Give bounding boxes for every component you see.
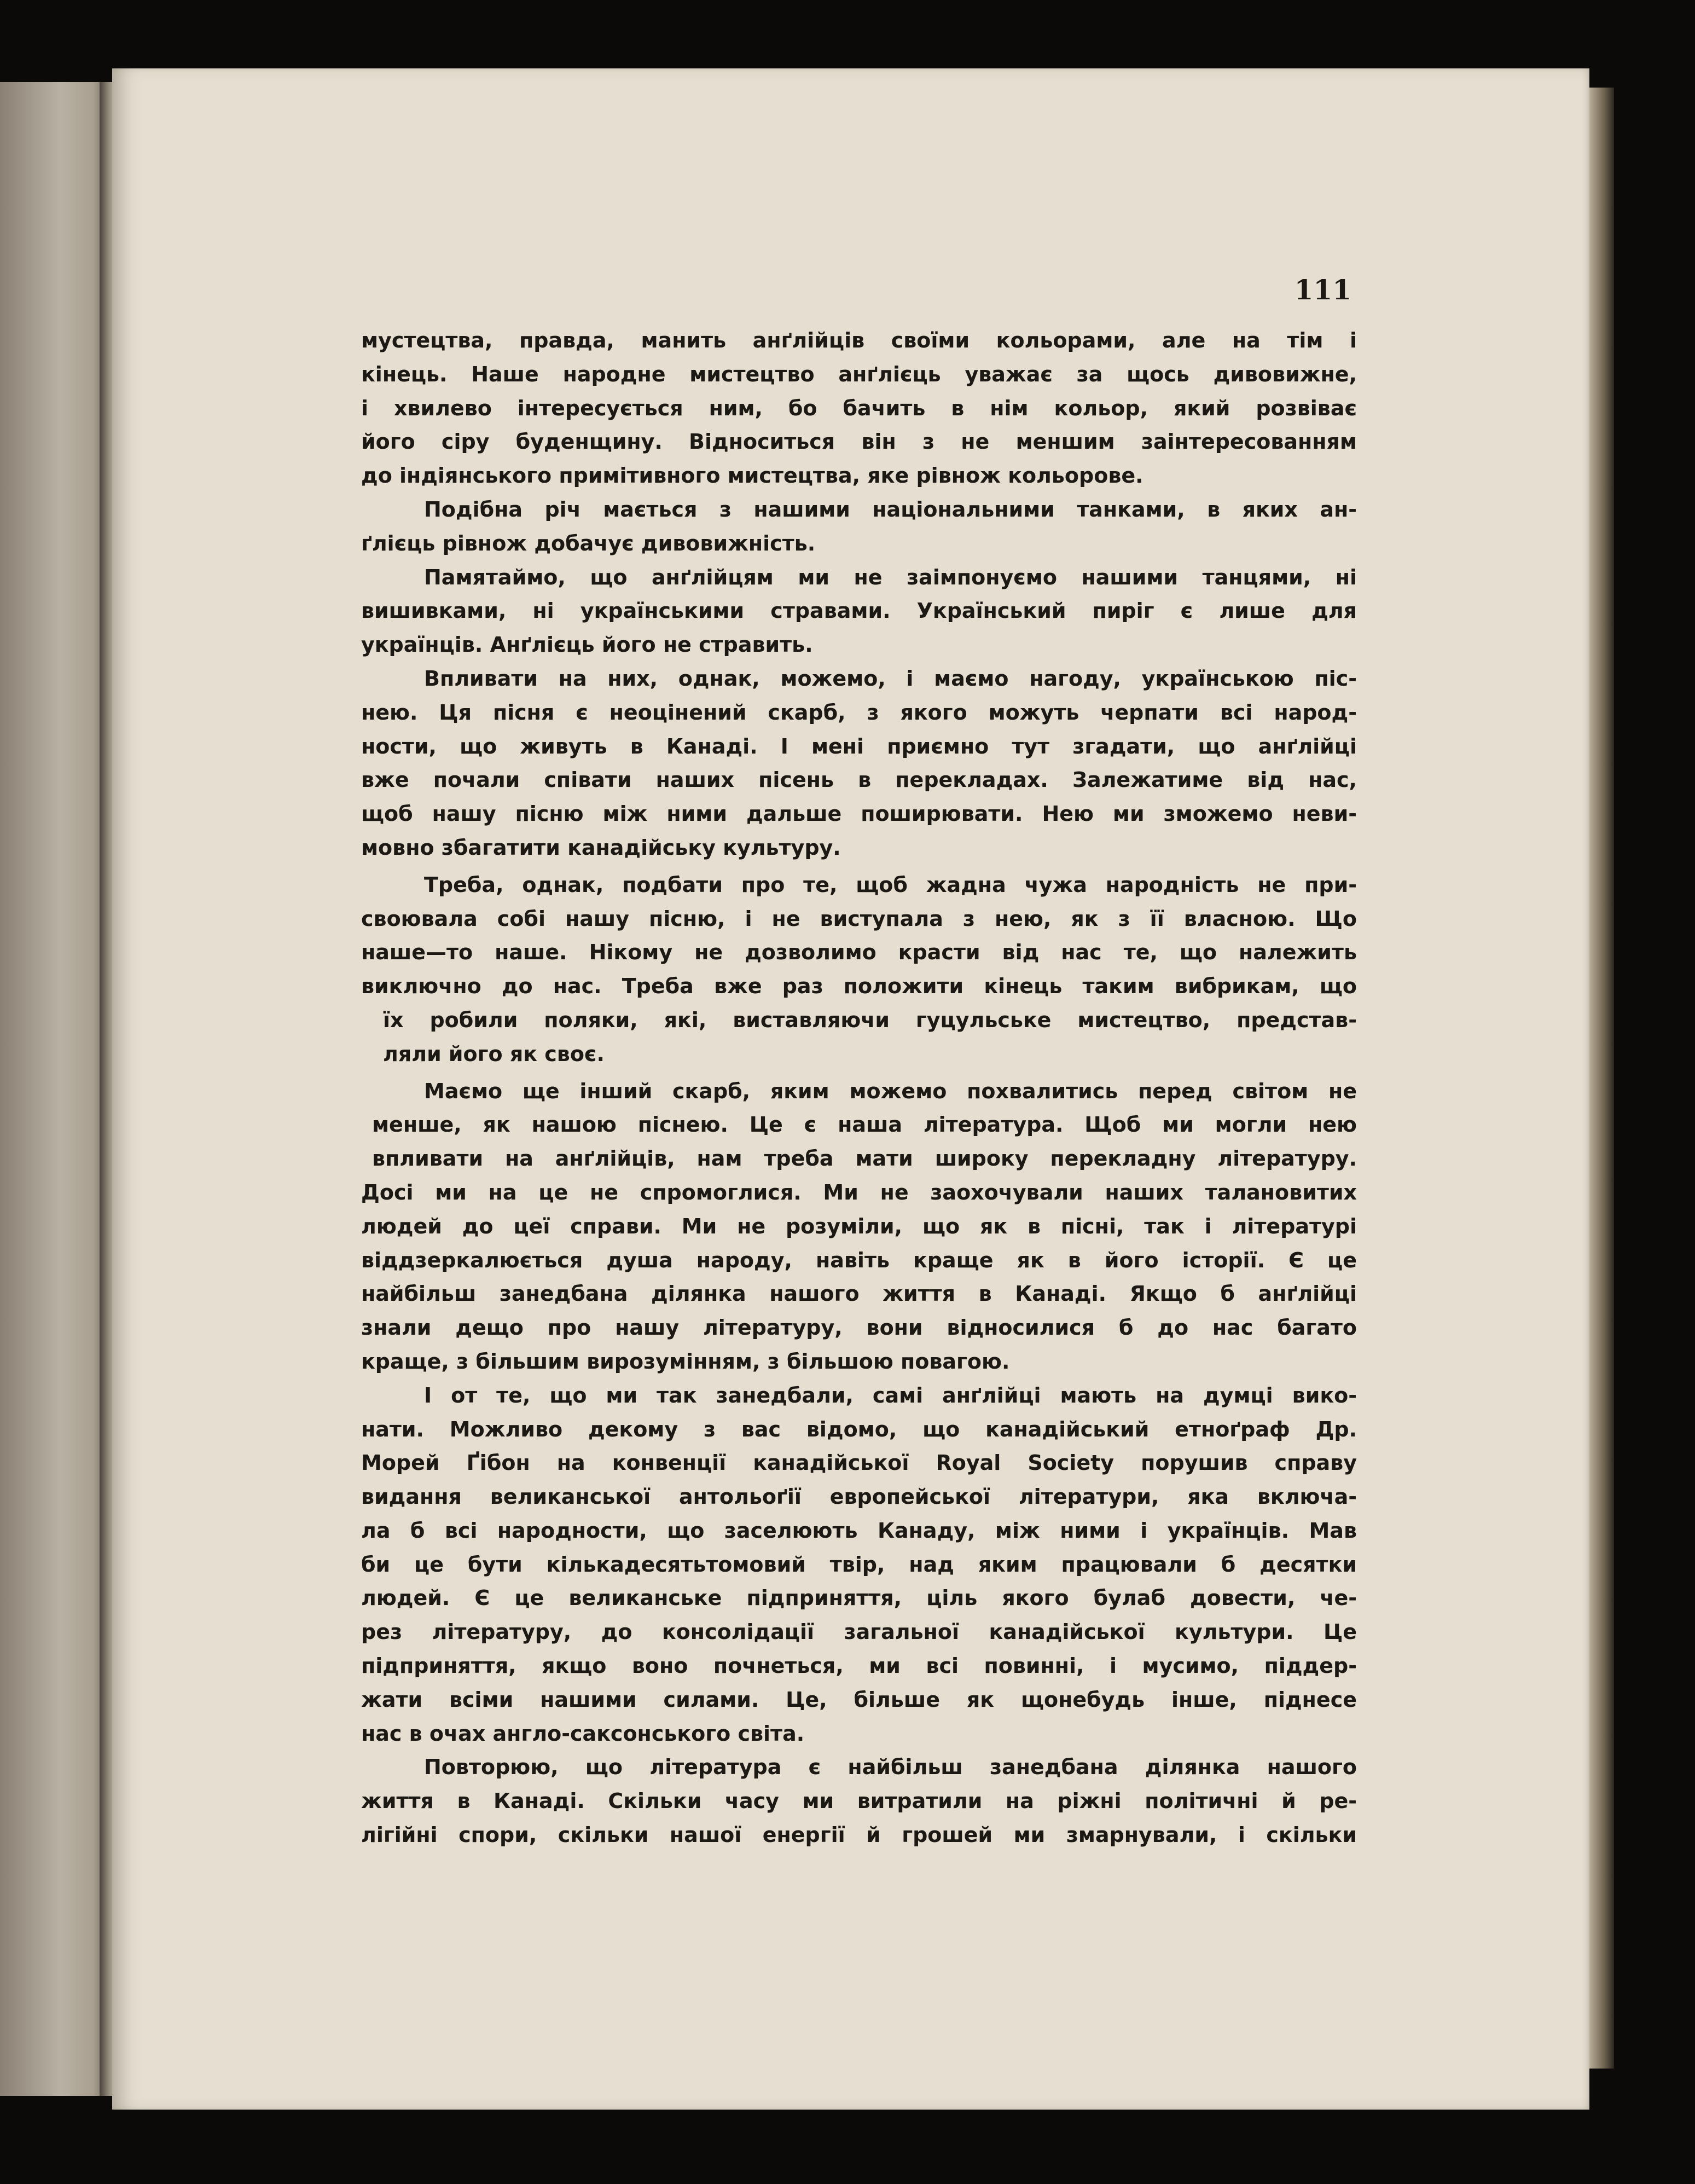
text-line: Памятаймо, що анґлійцям ми не заімпонуємо нашими танцями, ні [424,565,1357,589]
text-line: мовно збагатити канадійську культуру. [361,835,841,860]
page-stack-edge [1589,88,1614,2069]
text-line: ности, що живуть в Канаді. І мені приємно тут згадати, що анґлійці [361,734,1357,758]
text-line: видання великанської антольоґії европейської літератури, яка включа- [361,1485,1357,1509]
text-line: Треба, однак, подбати про те, щоб жадна чужа народність не при- [424,872,1357,897]
left-page-edge [0,82,109,2096]
text-line: щоб нашу пісню між ними дальше поширювати. Нею ми зможемо неви- [361,802,1357,826]
text-line: кінець. Наше народне мистецтво анґлієць уважає за щось дивовижне, [361,362,1357,386]
text-line: їх робили поляки, які, виставляючи гуцульське мистецтво, представ- [383,1007,1357,1032]
text-line: рез літературу, до консолідації загальної канадійської культури. Це [361,1620,1357,1644]
text-line: ла б всі народности, що заселюють Канаду, між ними і українців. Мав [361,1518,1357,1543]
text-line: жати всіми нашими силами. Це, більше як щонебудь інше, піднесе [361,1687,1357,1712]
body-text [361,324,1357,1852]
text-line: Морей Ґібон на конвенції канадійської Royal Society порушив справу [361,1451,1357,1475]
text-line: українців. Анґлієць його не стравить. [361,633,813,657]
text-line: впливати на анґлійців, нам треба мати широку перекладну літературу. [372,1146,1357,1171]
page-number: 111 [1294,274,1351,306]
text-line: менше, як нашою піснею. Це є наша література. Щоб ми могли нею [372,1113,1357,1137]
text-line: його сіру буденщину. Відноситься він з не меншим заінтересованням [361,430,1357,454]
text-line: Маємо ще інший скарб, яким можемо похвалитись перед світом не [424,1079,1357,1103]
text-line: Повторюю, що література є найбільш занедбана ділянка нашого [424,1755,1357,1780]
text-line: своювала собі нашу пісню, і не виступала з нею, як з її власною. Що [361,906,1357,931]
text-line: людей. Є це великанське підприняття, ціль якого булаб довести, че- [361,1586,1357,1611]
text-line: Впливати на них, однак, можемо, і маємо нагоду, українською піс- [424,666,1357,691]
text-line: краще, з більшим вирозумінням, з більшою повагою. [361,1349,1010,1374]
text-line: І от те, що ми так занедбали, самі анґлійці мають на думці вико- [424,1383,1357,1407]
text-line: би це бути кількадесятьтомовий твір, над яким працювали б десятки [361,1552,1357,1577]
text-line: віддзеркалюється душа народу, навіть краще як в його історії. Є це [361,1248,1357,1272]
text-line: вже почали співати наших пісень в перекладах. Залежатиме від нас, [361,768,1357,792]
text-line: нею. Ця пісня є неоцінений скарб, з якого можуть черпати всі народ- [361,700,1357,725]
text-line: людей до цеї справи. Ми не розуміли, що як в пісні, так і літературі [361,1214,1357,1238]
text-line: мустецтва, правда, манить анґлійців своїми кольорами, але на тім і [361,328,1357,352]
text-line: нати. Можливо декому з вас відомо, що канадійський етноґраф Др. [361,1417,1357,1441]
text-line: і хвилево інтересується ним, бо бачить в нім кольор, який розвіває [361,396,1357,420]
text-line: наше—то наше. Нікому не дозволимо красти від нас те, що належить [361,940,1357,965]
text-line: Досі ми на це не спромоглися. Ми не заохочували наших талановитих [361,1180,1357,1204]
text-line: ґлієць рівнож добачує дивовижність. [361,531,816,555]
text-line: до індіянського примітивного мистецтва, яке рівнож кольорове. [361,464,1143,488]
text-line: знали дещо про нашу літературу, вони відносилися б до нас багато [361,1316,1357,1340]
text-line: лігійні спори, скільки нашої енергії й грошей ми змарнували, і скільки [361,1823,1357,1847]
text-line: виключно до нас. Треба вже раз положити кінець таким вибрикам, що [361,974,1357,999]
text-line: найбільш занедбана ділянка нашого життя в Канаді. Якщо б анґлійці [361,1282,1357,1306]
text-line: життя в Канаді. Скільки часу ми витратили на ріжні політичні й ре- [361,1789,1357,1814]
text-line: підприняття, якщо воно почнеться, ми всі повинні, і мусимо, піддер- [361,1654,1357,1678]
text-line: нас в очах англо-саксонського світа. [361,1721,805,1746]
text-line: Подібна річ мається з нашими національними танками, в яких ан- [424,497,1357,522]
text-line: ляли його як своє. [383,1041,605,1066]
text-line: вишивками, ні українськими стравами. Український пиріг є лише для [361,599,1357,623]
